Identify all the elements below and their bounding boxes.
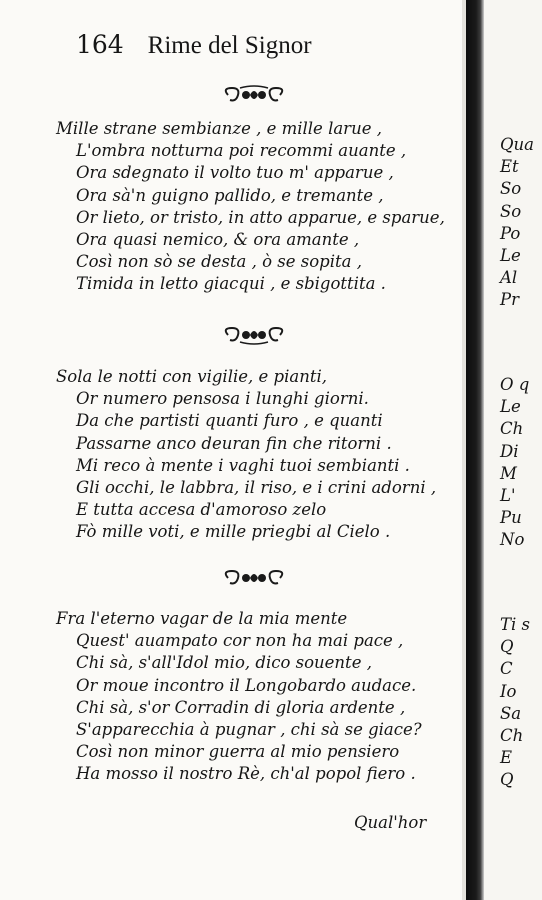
verse-line: Così non minor guerra al mio pensiero (76, 742, 400, 762)
facing-fragment: O q (500, 375, 530, 394)
page-header (76, 30, 312, 60)
facing-block-3 (500, 614, 530, 792)
verse-line: S'apparecchia à pugnar , chi sà se giace? (76, 719, 422, 739)
facing-fragment: Ti s (500, 615, 530, 634)
facing-fragment: Qua (500, 135, 534, 154)
verse-line: Or moue incontro il Longobardo audace. (76, 675, 417, 695)
verse-line: L'ombra notturna poi recommi auante , (76, 141, 407, 161)
facing-fragment: Io (500, 681, 517, 701)
facing-fragment: So (500, 179, 522, 199)
stanza-2 (56, 366, 456, 544)
facing-fragment: No (500, 530, 525, 550)
facing-page (484, 0, 542, 900)
book-gutter (466, 0, 484, 900)
facing-fragment: Sa (500, 703, 522, 723)
facing-fragment: Al (500, 268, 518, 288)
verse-line: E tutta accesa d'amoroso zelo (76, 500, 327, 520)
facing-fragment: Pr (500, 290, 519, 310)
verse-line: Mille strane sembianze , e mille larue , (56, 119, 382, 138)
facing-fragment: Q (500, 770, 514, 790)
ornament-bottom (220, 567, 288, 589)
verse-line: Chi sà, s'or Corradin di gloria ardente , (76, 697, 406, 717)
verse-line: Chi sà, s'all'Idol mio, dico souente , (76, 653, 372, 673)
verse-line: Sola le notti con vigilie, e pianti, (56, 367, 327, 386)
stanza-1 (56, 118, 456, 296)
facing-fragment: Pu (500, 508, 522, 528)
facing-fragment: Q (500, 637, 514, 657)
verse-line: Da che partisti quanti furo , e quanti (76, 411, 383, 431)
verse-line: Ora sdegnato il volto tuo m' apparue , (76, 163, 394, 183)
verse-line: Ha mosso il nostro Rè, ch'al popol fiero . (76, 764, 416, 784)
verse-line: Timida in letto giacqui , e sbigottita . (76, 274, 386, 294)
facing-fragment: Le (500, 397, 521, 417)
facing-fragment: M (500, 463, 517, 483)
catchword: Qual'hor (354, 813, 427, 832)
verse-line: Gli occhi, le labbra, il riso, e i crini adorni , (76, 477, 437, 497)
facing-fragment: C (500, 659, 513, 679)
facing-fragment: Le (500, 245, 521, 265)
facing-fragment: E (500, 748, 513, 768)
facing-fragment: L' (500, 485, 516, 505)
facing-block-1 (500, 134, 534, 312)
verse-line: Or lieto, or tristo, in atto apparue, e sparue, (76, 207, 445, 227)
facing-fragment: Di (500, 441, 519, 461)
ornament-middle (220, 324, 288, 346)
facing-fragment: Po (500, 223, 521, 243)
facing-block-2 (500, 374, 529, 552)
facing-fragment: Ch (500, 419, 524, 439)
facing-fragment: Ch (500, 725, 524, 745)
verse-line: Mi reco à mente i vaghi tuoi sembianti . (76, 455, 410, 475)
ornament-top (220, 84, 288, 106)
verse-line: Passarne anco deuran fin che ritorni . (76, 433, 392, 453)
verse-line: Fra l'eterno vagar de la mia mente (56, 609, 348, 628)
verse-line: Fò mille voti, e mille priegbi al Cielo . (76, 522, 391, 542)
verse-line: Or numero pensosa i lunghi giorni. (76, 389, 369, 409)
verse-line: Così non sò se desta , ò se sopita , (76, 252, 362, 272)
stanza-3 (56, 608, 456, 786)
running-title: Rime del Signor (147, 32, 312, 59)
verse-line: Ora quasi nemico, & ora amante , (76, 229, 360, 249)
facing-fragment: Et (500, 157, 519, 177)
verse-line: Quest' auampato cor non ha mai pace , (76, 631, 404, 651)
facing-fragment: So (500, 201, 522, 221)
page-number: 164 (76, 30, 124, 59)
verse-line: Ora sà'n guigno pallido, e tremante , (76, 185, 384, 205)
